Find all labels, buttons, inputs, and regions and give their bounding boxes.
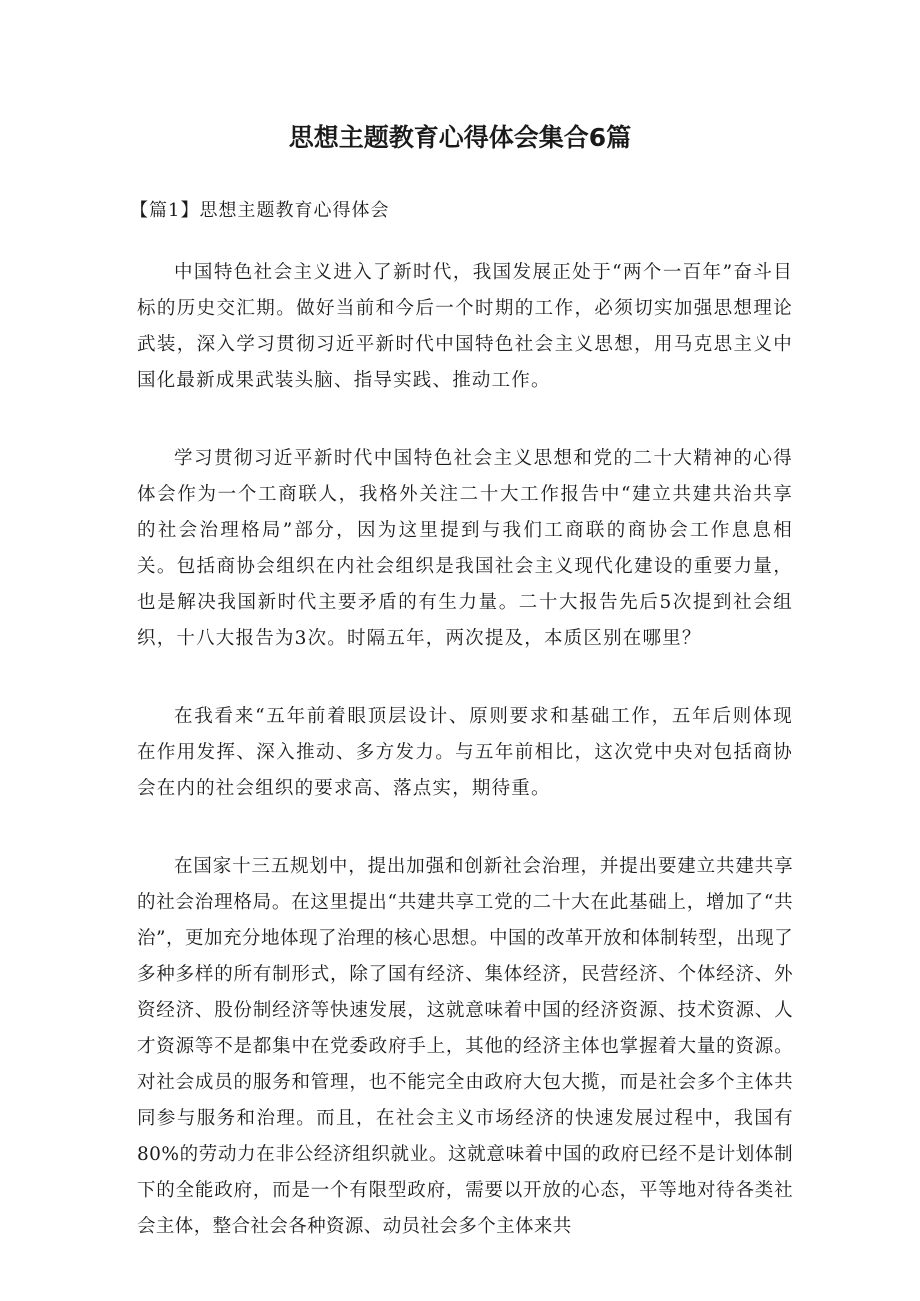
paragraph: 在国家十三五规划中，提出加强和创新社会治理，并提出要建立共建共享的社会治理格局。在这里提出“共建共享工党的二十大在此基础上，增加了“共治”，更加充分地体现了治理的核心思想。中国的改革开放和体制转型，出现了多种多样的所有制形式，除了国有经济、集体经济，民营经济、个体经济、外资经济、股份制经济等快速发展，这就意味着中国的经济资源、技术资源、人才资源等不是都集中在党委政府手上，其他的经济主体也掌握着大量的资源。对社会成员的服务和管理，也不能完全由政府大包大揽，而是社会多个主体共同参与服务和治理。而且，在社会主义市场经济的快速发展过程中，我国有80%的劳动力在非公经济组织就业。这就意味着中国的政府已经不是计划体制下的全能政府，而是一个有限型政府，需要以开放的心态，平等地对待各类社会主体，整合社会各种资源、动员社会多个主体来共 — [137, 856, 793, 1237]
paragraph: 学习贯彻习近平新时代中国特色社会主义思想和党的二十大精神的心得体会作为一个工商联人，我格外关注二十大工作报告中“建立共建共治共享的社会治理格局”部分，因为这里提到与我们工商联的商协会工作息息相关。包括商协会组织在内社会组织是我国社会主义现代化建设的重要力量，也是解决我国新时代主要矛盾的有生力量。二十大报告先后5次提到社会组织，十八大报告为3次。时隔五年，两次提及，本质区别在哪里？ — [137, 448, 793, 649]
document-title: 思想主题教育心得体会集合6篇 — [288, 123, 632, 152]
paragraph: 中国特色社会主义进入了新时代，我国发展正处于“两个一百年”奋斗目标的历史交汇期。做好当前和今后一个时期的工作，必须切实加强思想理论武装，深入学习贯彻习近平新时代中国特色社会主义思想，用马克思主义中国化最新成果武装头脑、指导实践、推动工作。 — [137, 262, 793, 391]
section-heading: 【篇1】思想主题教育心得体会 — [130, 200, 390, 221]
paragraph: 在我看来“五年前着眼顶层设计、原则要求和基础工作，五年后则体现在作用发挥、深入推动、多方发力。与五年前相比，这次党中央对包括商协会在内的社会组织的要求高、落点实，期待重。 — [137, 706, 793, 799]
document-body — [137, 255, 793, 1287]
